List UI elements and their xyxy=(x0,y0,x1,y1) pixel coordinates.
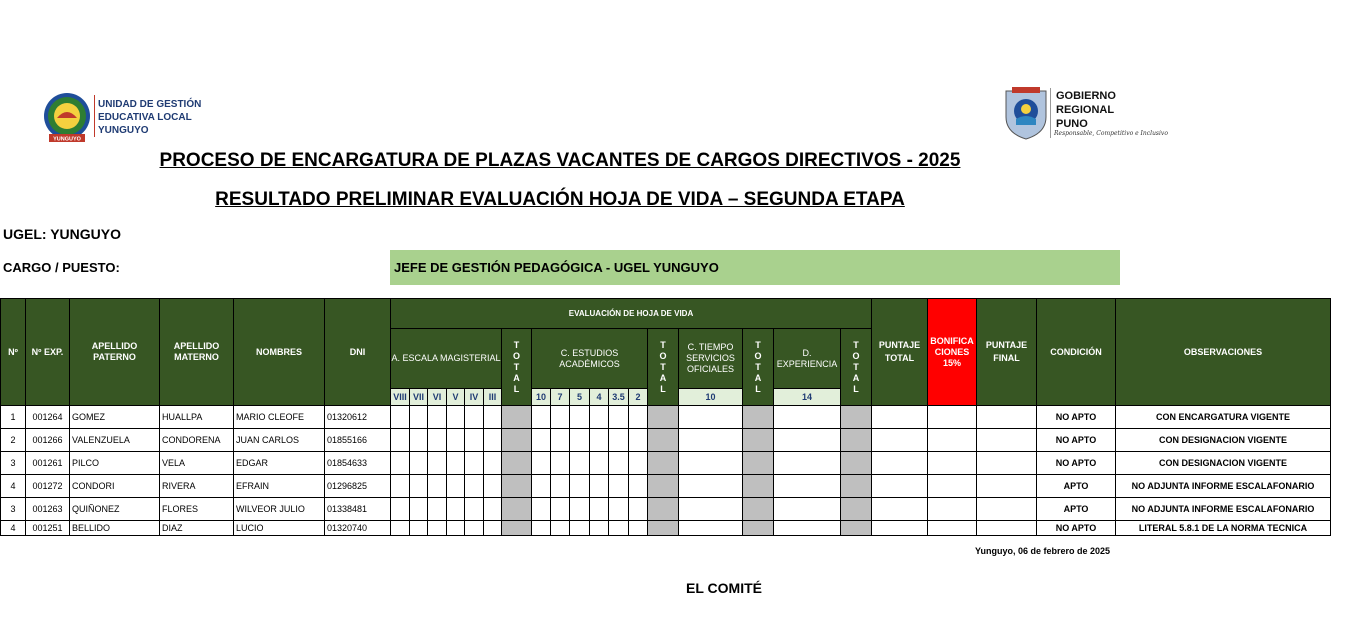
cell-score xyxy=(609,475,629,498)
estudios-point: 10 xyxy=(532,389,551,406)
cell-score xyxy=(532,498,551,521)
cell-score xyxy=(551,452,570,475)
gob-line-3: PUNO xyxy=(1056,118,1088,130)
cell-score xyxy=(551,475,570,498)
cell-total xyxy=(648,406,679,429)
cell-score xyxy=(629,498,648,521)
cell-puntaje-total xyxy=(872,521,928,536)
cell-score xyxy=(465,475,484,498)
cell-score xyxy=(391,452,410,475)
cell-score xyxy=(428,406,447,429)
cell-score xyxy=(532,452,551,475)
cell-bonificacion xyxy=(928,475,977,498)
escala-level: III xyxy=(484,389,502,406)
cell-condicion: NO APTO xyxy=(1037,521,1116,536)
cell-apellido-materno: HUALLPA xyxy=(160,406,234,429)
cell-score xyxy=(774,475,841,498)
cell-score xyxy=(570,452,590,475)
cell-num: 1 xyxy=(1,406,26,429)
header-observaciones: OBSERVACIONES xyxy=(1116,299,1331,406)
header-estudios-academicos: C. ESTUDIOS ACADÉMICOS xyxy=(532,329,648,389)
cell-apellido-materno: CONDORENA xyxy=(160,429,234,452)
cell-dni: 01296825 xyxy=(325,475,391,498)
results-table xyxy=(0,298,1331,536)
cell-score xyxy=(484,429,502,452)
cell-score xyxy=(629,521,648,536)
ugel-logo xyxy=(41,92,93,144)
cell-observaciones: NO ADJUNTA INFORME ESCALAFONARIO xyxy=(1116,498,1331,521)
cell-num: 3 xyxy=(1,498,26,521)
cell-score xyxy=(532,406,551,429)
cell-score xyxy=(590,429,609,452)
cell-condicion: APTO xyxy=(1037,498,1116,521)
cell-score xyxy=(679,452,743,475)
header-condicion: CONDICIÓN xyxy=(1037,299,1116,406)
cell-total xyxy=(648,429,679,452)
cell-exp: 001251 xyxy=(26,521,70,536)
comite-signature: EL COMITÉ xyxy=(686,580,762,596)
cell-score xyxy=(391,521,410,536)
cell-observaciones: CON DESIGNACION VIGENTE xyxy=(1116,452,1331,475)
cell-score xyxy=(465,498,484,521)
cell-total xyxy=(502,406,532,429)
cell-puntaje-final xyxy=(977,429,1037,452)
cell-total xyxy=(743,429,774,452)
cell-apellido-materno: FLORES xyxy=(160,498,234,521)
cell-score xyxy=(447,429,465,452)
cell-score xyxy=(410,521,428,536)
gobierno-logo-text xyxy=(1056,89,1116,131)
cell-observaciones: CON ENCARGATURA VIGENTE xyxy=(1116,406,1331,429)
cell-score xyxy=(532,475,551,498)
table-row xyxy=(1,521,1331,536)
cell-score xyxy=(679,498,743,521)
escala-level: VII xyxy=(410,389,428,406)
cell-score xyxy=(590,475,609,498)
header-total-a: T O T A L xyxy=(502,329,532,406)
cell-num: 2 xyxy=(1,429,26,452)
cell-score xyxy=(570,429,590,452)
cell-dni: 01320740 xyxy=(325,521,391,536)
cell-score xyxy=(465,429,484,452)
cell-total xyxy=(841,452,872,475)
cell-bonificacion xyxy=(928,521,977,536)
table-row xyxy=(1,452,1331,475)
cell-condicion: NO APTO xyxy=(1037,406,1116,429)
gob-line-1: GOBIERNO xyxy=(1056,90,1116,102)
cell-nombres: MARIO CLEOFE xyxy=(234,406,325,429)
cell-puntaje-final xyxy=(977,521,1037,536)
cell-score xyxy=(391,406,410,429)
table-row xyxy=(1,406,1331,429)
ugel-logo-line-3: YUNGUYO xyxy=(98,125,149,136)
cell-apellido-paterno: GOMEZ xyxy=(70,406,160,429)
cell-score xyxy=(428,498,447,521)
cell-score xyxy=(570,521,590,536)
cell-total xyxy=(743,498,774,521)
estudios-point: 7 xyxy=(551,389,570,406)
cell-score xyxy=(679,521,743,536)
ugel-logo-line-1: UNIDAD DE GESTIÓN xyxy=(98,99,202,110)
cell-bonificacion xyxy=(928,406,977,429)
cell-score xyxy=(532,521,551,536)
gobierno-logo-divider xyxy=(1050,88,1051,138)
cell-score xyxy=(484,452,502,475)
cell-score xyxy=(679,429,743,452)
cell-num: 4 xyxy=(1,521,26,536)
cell-puntaje-final xyxy=(977,406,1037,429)
cell-score xyxy=(484,475,502,498)
cell-score xyxy=(629,406,648,429)
table-row xyxy=(1,498,1331,521)
cell-score xyxy=(465,406,484,429)
table-row xyxy=(1,475,1331,498)
cell-total xyxy=(743,452,774,475)
cell-total xyxy=(502,452,532,475)
cargo-label: CARGO / PUESTO: xyxy=(3,260,120,275)
header-exp: Nº EXP. xyxy=(26,299,70,406)
cell-total xyxy=(648,475,679,498)
header-experiencia: D. EXPERIENCIA xyxy=(774,329,841,389)
cell-exp: 001264 xyxy=(26,406,70,429)
ugel-logo-badge: YUNGUYO xyxy=(53,136,81,143)
header-num: Nº xyxy=(1,299,26,406)
header-evaluacion: EVALUACIÓN DE HOJA DE VIDA xyxy=(391,299,872,329)
cell-score xyxy=(590,406,609,429)
document-title: PROCESO DE ENCARGATURA DE PLAZAS VACANTES DE CARGOS DIRECTIVOS - 2025 xyxy=(159,150,961,171)
cell-score xyxy=(570,498,590,521)
header-apellido-materno: APELLIDO MATERNO xyxy=(160,299,234,406)
cell-nombres: WILVEOR JULIO xyxy=(234,498,325,521)
header-puntaje-total: PUNTAJE TOTAL xyxy=(872,299,928,406)
cell-score xyxy=(774,521,841,536)
cell-nombres: LUCIO xyxy=(234,521,325,536)
cell-score xyxy=(774,429,841,452)
header-apellido-paterno: APELLIDO PATERNO xyxy=(70,299,160,406)
cell-score xyxy=(410,498,428,521)
cell-score xyxy=(447,521,465,536)
cell-apellido-materno: VELA xyxy=(160,452,234,475)
header-total-tiempo: T O T A L xyxy=(743,329,774,406)
tiempo-point: 10 xyxy=(679,389,743,406)
cell-score xyxy=(410,452,428,475)
cell-total xyxy=(648,521,679,536)
cell-score xyxy=(774,498,841,521)
cell-score xyxy=(629,475,648,498)
cell-apellido-paterno: QUIÑONEZ xyxy=(70,498,160,521)
cell-observaciones: LITERAL 5.8.1 DE LA NORMA TECNICA xyxy=(1116,521,1331,536)
escala-level: VIII xyxy=(391,389,410,406)
header-escala-magisterial: A. ESCALA MAGISTERIAL xyxy=(391,329,502,389)
gobierno-regional-logo xyxy=(1002,85,1050,141)
cell-total xyxy=(648,452,679,475)
escala-level: VI xyxy=(428,389,447,406)
header-total-c: T O T A L xyxy=(648,329,679,406)
cell-score xyxy=(609,406,629,429)
cell-puntaje-final xyxy=(977,452,1037,475)
cell-nombres: EDGAR xyxy=(234,452,325,475)
cell-exp: 001266 xyxy=(26,429,70,452)
cell-apellido-materno: RIVERA xyxy=(160,475,234,498)
cell-score xyxy=(428,521,447,536)
estudios-point: 2 xyxy=(629,389,648,406)
cell-score xyxy=(629,429,648,452)
cell-dni: 01320612 xyxy=(325,406,391,429)
cell-score xyxy=(447,452,465,475)
cell-score xyxy=(679,406,743,429)
cell-score xyxy=(590,452,609,475)
header-puntaje-final: PUNTAJE FINAL xyxy=(977,299,1037,406)
cell-exp: 001263 xyxy=(26,498,70,521)
cell-num: 4 xyxy=(1,475,26,498)
cell-score xyxy=(391,429,410,452)
cell-score xyxy=(609,452,629,475)
cell-dni: 01854633 xyxy=(325,452,391,475)
cell-puntaje-final xyxy=(977,498,1037,521)
header-dni: DNI xyxy=(325,299,391,406)
cell-score xyxy=(447,475,465,498)
cell-puntaje-total xyxy=(872,429,928,452)
cell-nombres: JUAN CARLOS xyxy=(234,429,325,452)
cell-score xyxy=(551,498,570,521)
cell-score xyxy=(551,429,570,452)
cell-bonificacion xyxy=(928,452,977,475)
cell-score xyxy=(410,429,428,452)
cell-total xyxy=(743,521,774,536)
cell-score xyxy=(609,521,629,536)
cell-dni: 01855166 xyxy=(325,429,391,452)
cell-total xyxy=(648,498,679,521)
cell-total xyxy=(841,498,872,521)
experiencia-point: 14 xyxy=(774,389,841,406)
cell-apellido-paterno: VALENZUELA xyxy=(70,429,160,452)
header-tiempo-servicios: C. TIEMPO SERVICIOS OFICIALES xyxy=(679,329,743,389)
document-date: Yunguyo, 06 de febrero de 2025 xyxy=(975,546,1111,556)
cell-apellido-paterno: CONDORI xyxy=(70,475,160,498)
cell-condicion: APTO xyxy=(1037,475,1116,498)
cell-total xyxy=(502,429,532,452)
cell-score xyxy=(609,498,629,521)
ugel-logo-line-2: EDUCATIVA LOCAL xyxy=(98,112,192,123)
document-subtitle: RESULTADO PRELIMINAR EVALUACIÓN HOJA DE VIDA – SEGUNDA ETAPA xyxy=(215,189,905,210)
table-row xyxy=(1,429,1331,452)
cell-score xyxy=(391,475,410,498)
cell-num: 3 xyxy=(1,452,26,475)
cell-total xyxy=(502,475,532,498)
ugel-label: UGEL: YUNGUYO xyxy=(3,226,121,242)
cell-score xyxy=(428,452,447,475)
gobierno-motto: Responsable, Competitivo e Inclusivo xyxy=(1054,130,1168,137)
cell-score xyxy=(484,406,502,429)
cell-score xyxy=(484,521,502,536)
cell-puntaje-final xyxy=(977,475,1037,498)
cell-score xyxy=(447,406,465,429)
cell-score xyxy=(590,521,609,536)
cell-score xyxy=(391,498,410,521)
cell-puntaje-total xyxy=(872,406,928,429)
cell-bonificacion xyxy=(928,498,977,521)
cell-score xyxy=(629,452,648,475)
cell-total xyxy=(841,406,872,429)
cell-puntaje-total xyxy=(872,498,928,521)
cell-score xyxy=(551,521,570,536)
cell-total xyxy=(743,475,774,498)
cell-score xyxy=(679,475,743,498)
cell-exp: 001272 xyxy=(26,475,70,498)
cell-exp: 001261 xyxy=(26,452,70,475)
cell-score xyxy=(532,429,551,452)
cell-apellido-materno: DIAZ xyxy=(160,521,234,536)
cell-nombres: EFRAIN xyxy=(234,475,325,498)
cell-score xyxy=(570,475,590,498)
header-bonificaciones: BONIFICA CIONES 15% xyxy=(928,299,977,406)
cell-puntaje-total xyxy=(872,475,928,498)
cell-score xyxy=(465,521,484,536)
cell-score xyxy=(590,498,609,521)
estudios-point: 5 xyxy=(570,389,590,406)
cell-dni: 01338481 xyxy=(325,498,391,521)
cell-condicion: NO APTO xyxy=(1037,452,1116,475)
cell-score xyxy=(410,406,428,429)
cell-observaciones: NO ADJUNTA INFORME ESCALAFONARIO xyxy=(1116,475,1331,498)
cell-total xyxy=(841,475,872,498)
cell-score xyxy=(447,498,465,521)
cell-score xyxy=(774,452,841,475)
cell-score xyxy=(428,475,447,498)
cell-score xyxy=(570,406,590,429)
ugel-logo-divider xyxy=(94,95,95,137)
cell-score xyxy=(410,475,428,498)
cell-apellido-paterno: BELLIDO xyxy=(70,521,160,536)
estudios-point: 3.5 xyxy=(609,389,629,406)
gob-line-2: REGIONAL xyxy=(1056,104,1115,116)
cell-total xyxy=(841,521,872,536)
cell-bonificacion xyxy=(928,429,977,452)
cell-total xyxy=(502,521,532,536)
cell-score xyxy=(551,406,570,429)
cell-apellido-paterno: PILCO xyxy=(70,452,160,475)
cell-total xyxy=(502,498,532,521)
cell-puntaje-total xyxy=(872,452,928,475)
cell-score xyxy=(428,429,447,452)
cell-score xyxy=(609,429,629,452)
estudios-point: 4 xyxy=(590,389,609,406)
cell-score xyxy=(465,452,484,475)
cargo-value: JEFE DE GESTIÓN PEDAGÓGICA - UGEL YUNGUYO xyxy=(390,250,1120,285)
cell-score xyxy=(484,498,502,521)
cell-observaciones: CON DESIGNACION VIGENTE xyxy=(1116,429,1331,452)
cell-total xyxy=(743,406,774,429)
header-total-d: T O T A L xyxy=(841,329,872,406)
escala-level: IV xyxy=(465,389,484,406)
escala-level: V xyxy=(447,389,465,406)
header-nombres: NOMBRES xyxy=(234,299,325,406)
ugel-logo-text xyxy=(98,98,201,137)
cell-total xyxy=(841,429,872,452)
cell-condicion: NO APTO xyxy=(1037,429,1116,452)
cell-score xyxy=(774,406,841,429)
